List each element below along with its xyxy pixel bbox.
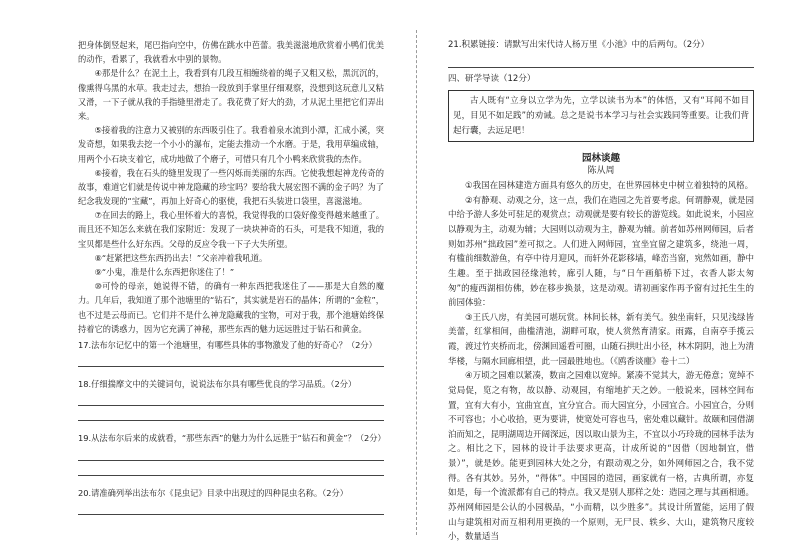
article-paragraph-1: ①我国在园林建造方面具有悠久的历史，在世界园林史中树立着独特的风格。 xyxy=(465,181,754,192)
section-heading: 四、研学导读（12分） xyxy=(448,73,536,84)
paragraph-9: ⑨“小鬼，准是什么东西把你迷住了！” xyxy=(94,267,235,277)
paragraph-7: ⑦在回去的路上，我心里怀着大的喜悦，我觉得我的口袋好像变得越来越重了。而且还不知怎么来就在我们家附近：发现了一块块神奇的石头，可是我不知道，我的宝贝都是些什么好东西。父母的反应令我一下子大失所望。 xyxy=(78,210,384,249)
question-20: 20.请准确列举出法布尔《昆虫记》目录中出现过的四种昆虫名称。（2分） xyxy=(78,487,348,498)
paragraph-10: ⑩可怜的母亲，她说得不错，的确有一种东西把我迷住了——那是大自然的魔力。几年后，我知道了那个池塘里的“钻石”，其实就是岩石的晶体；所谓的“金粒”，也不过是云母而已。它们并不是什么神龙隐藏我的宝物，可对于我，那个池塘始终保持着它的诱惑力，因为它充满了神秘，那些东西的魅力远远胜过于钻石和黄金。 xyxy=(78,281,384,334)
paragraph-8: ⑧“赶紧把这些东西扔出去！”父亲冲着我吼道。 xyxy=(94,252,268,263)
right-column xyxy=(448,38,754,545)
answer-line[interactable] xyxy=(78,504,384,515)
question-19: 19.从法布尔后来的成就看，“那些东西”的魅力为什么远胜于“钻石和黄金”？（2分） xyxy=(78,433,386,444)
paragraph-5: ⑤接着我的注意力又被别的东西吸引住了。我看着泉水流到小潭，汇成小溪，突发奇想，如果我去挖一个小小的瀑布，定能去推动一个水磨。于是，我用草编成轴，用两个小石块支着它，成功地做了个磨子，可惜只有几个小鸭来欣赏我的杰作。 xyxy=(78,125,384,164)
answer-line[interactable] xyxy=(78,395,384,406)
answer-line[interactable] xyxy=(78,450,384,461)
question-17: 17.法布尔记忆中的第一个池塘里，有哪些具体的事物激发了他的好奇心？（2分） xyxy=(78,339,377,350)
answer-line[interactable] xyxy=(78,356,384,367)
paragraph-4: ④那是什么？在泥土上，我看到有几段互相缠绕着的绳子又粗又松，黑沉沉的，像熏得乌黑的水草。我走过去，想抬一段放到手掌里仔细观察，没想到这玩意儿又粘又滑，一下子就从我的手指缝里滑走了。我花费了好大的劲，才从泥土里把它们弄出来。 xyxy=(78,68,384,121)
intro-box xyxy=(448,90,754,142)
article-paragraph-3: ③王氏八房，有美园可堪玩赏。林间长林，新有美气。独坐南轩，只见浅绿皆美蕾，红掌相间，曲槛清池，湖畔可取，使人赏然育清家。雨露，自南亭手揽云霞，渡过竹夹桥而北，傍渊回遥看可圈，山随石拱吐出小径，林木阴阴，池上为清华楼，与隔水回廊相望，此一园最胜地也。（《鸥香谈麈》卷十二） xyxy=(448,312,755,367)
paragraph-1: 把身体倒竖起来，尾巴指向空中，仿佛在跳水中芭蕾。我美滋滋地欣赏着小鸭们优美的动作，看累了，我就看水中别的景物。 xyxy=(78,40,384,65)
question-21: 21.积累链接：请默写出宋代诗人杨万里《小池》中的后两句。（2分） xyxy=(448,40,710,50)
article-paragraph-2: ②有静观、动观之分，这一点，我们在造园之先首要考虑。何谓静观，就是园中给予游人多处可驻足的观赏点；动观就是要有较长的游览线。如此说来，小园应以静观为主，动观为辅；大园则以动观为主，静观为辅。前者如苏州网师园，后者则如苏州“拙政园”差可拟之。人们进入网师园，宜坐宜留之建筑多，绕池一周，有槛前细数游鱼，有亭中待月迎风，而轩外花影移墙，峰峦当窗，宛然如画，静中生趣。至于拙政园径缘池转，廊引人随，与“日午画船桥下过，衣香人影太匆匆”的瘦西湖相仿佛，妙在移步换景，这是动观。请初画家作再予窗有过托生生的前园体验： xyxy=(448,195,755,309)
column-divider xyxy=(416,30,417,535)
paragraph-6: ⑥接着，我在石头的缝里发现了一些闪烁而美丽的东西。它使我想起神龙传奇的故事，难道它们就是传说中神龙隐藏的珍宝吗？要给我大展宏图不满的金子吗？为了纪念我发现的“宝藏”，再加上好奇心的驱使，我把石头装进口袋里，喜滋滋地。 xyxy=(78,167,384,207)
article-paragraph-4: ④万顷之园难以紧凑，数亩之园难以宽绰。紧凑不觉其大，游无倦意；宽绰不觉局促，览之有物，故以静、动观园，有缩地扩天之妙。一般说来，园林空间布置，宜有大有小，宜曲宜直，宜分宜合。而大园宜分，小园宜合。小园宜合，分则不可容也；小心收拾，更为要讲，使宽处可容也马，密处难以藏针。故颐和园借湖泊而知之，昆明湖周边开阔深远，因以取山景为主，不宜以小巧玲珑的园林手法为之。相比之下，园林的设计手法要求更高，计成所说的“因借（因地制宜，借景）”，就是妙。能更到园林大处之分，有跟动观之分，如外网师园之合，我不觉得。各有其妙。另外，“得体”。中国园的造园，画家就有一格，古典所谓，亦复如是，每一个流派都有自己的特点。我又是别人那样之处：造园之理与其画相通。苏州网师园是公认的小园极品，“小而精，以少胜多”。其设计所置能，运用了假山与建筑相对而互相利用更换的一个原则，无尸艮、轶乡、大山，建筑物尺度较小，数量适当 xyxy=(448,371,755,543)
answer-line[interactable] xyxy=(448,57,754,68)
answer-line[interactable] xyxy=(78,465,384,476)
intro-text: 古人既有“立身以立学为先，立学以读书为本”的体悟，又有“耳闻不如目见，目见不如足践”的劝诫。总之是说书本学习与社会实践同等重要。让我们背起行囊，去远足吧！ xyxy=(453,96,749,136)
left-column xyxy=(78,38,384,515)
article-author: 陈从周 xyxy=(587,166,615,177)
answer-line[interactable] xyxy=(78,410,384,421)
article-title: 园林谈趣 xyxy=(581,153,620,165)
question-18: 18.仔细揣摩文中的关键词句，说说法布尔具有哪些优良的学习品质。（2分） xyxy=(78,379,357,390)
